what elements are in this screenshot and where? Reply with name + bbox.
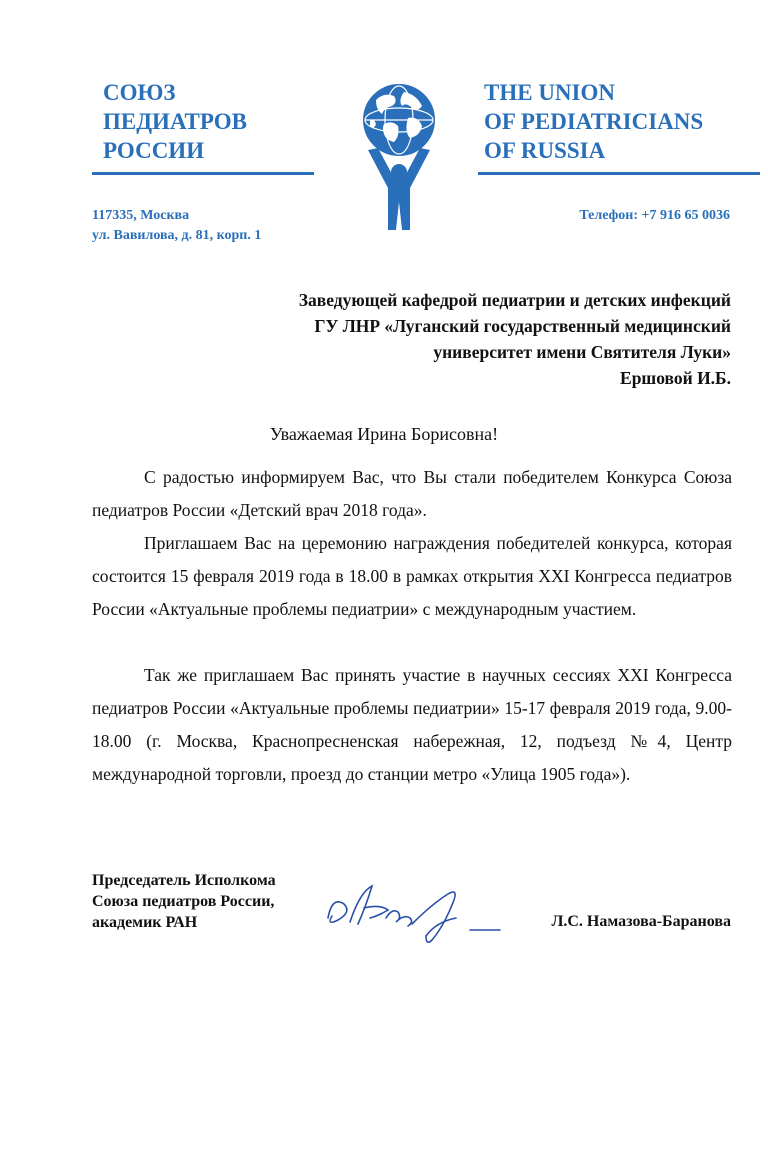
paragraph-text: Приглашаем Вас на церемонию награждения победителей конкурса, которая состоится 15 февраля 2019 года в 18.00 в рамках открытия XXI Конгресса педиатров России «Актуальные проблемы педиатрии» с международным участием. bbox=[92, 533, 732, 619]
signatory-title-line: академик РАН bbox=[92, 914, 198, 931]
address-line: ул. Вавилова, д. 81, корп. 1 bbox=[92, 228, 262, 243]
letter-paragraph bbox=[92, 527, 732, 626]
header-divider-right bbox=[478, 172, 760, 175]
recipient-line: ГУ ЛНР «Луганский государственный медицинский bbox=[314, 316, 731, 336]
signatory-title-line: Союза педиатров России, bbox=[92, 893, 275, 910]
org-name-ru-line: СОЮЗ bbox=[103, 80, 176, 105]
letter-paragraph bbox=[92, 461, 732, 527]
recipient-block bbox=[91, 287, 731, 391]
recipient-line: Ершовой И.Б. bbox=[620, 368, 731, 388]
address bbox=[92, 206, 261, 246]
signatory-title-line: Председатель Исполкома bbox=[92, 872, 276, 889]
header-divider-left bbox=[92, 172, 314, 175]
signatory-title bbox=[92, 870, 276, 933]
org-name-en-line: THE UNION bbox=[484, 80, 615, 105]
address-line: 117335, Москва bbox=[92, 208, 190, 223]
paragraph-text: С радостью информируем Вас, что Вы стали победителем Конкурса Союза педиатров России «Детский врач 2018 года». bbox=[92, 467, 732, 520]
org-name-en-line: OF PEDIATRICIANS bbox=[484, 109, 704, 134]
recipient-line: университет имени Святителя Луки» bbox=[433, 342, 731, 362]
signatory-name: Л.С. Намазова-Баранова bbox=[551, 913, 731, 930]
greeting: Уважаемая Ирина Борисовна! bbox=[269, 424, 499, 444]
org-name-en bbox=[484, 78, 703, 165]
org-name-ru-line: ПЕДИАТРОВ bbox=[103, 109, 248, 134]
recipient-line: Заведующей кафедрой педиатрии и детских инфекций bbox=[298, 290, 731, 310]
handwritten-signature bbox=[320, 878, 510, 950]
paragraph-text: Так же приглашаем Вас принять участие в научных сессиях XXI Конгресса педиатров России «Актуальные проблемы педиатрии» 15-17 февраля 2019 года, 9.00-18.00 (г. Москва, Краснопресненская набережная, 12, подъезд №4, Центр международной торговли, проезд до станции метро «Улица 1905 года»). bbox=[92, 665, 732, 784]
letter-paragraph bbox=[92, 659, 732, 791]
org-name-ru-line: РОССИИ bbox=[103, 138, 205, 163]
phone: Телефон: +7 916 65 0036 bbox=[579, 208, 730, 223]
globe-person-icon bbox=[354, 80, 444, 240]
org-name-en-line: OF RUSSIA bbox=[484, 138, 606, 163]
org-name-ru bbox=[103, 78, 247, 165]
